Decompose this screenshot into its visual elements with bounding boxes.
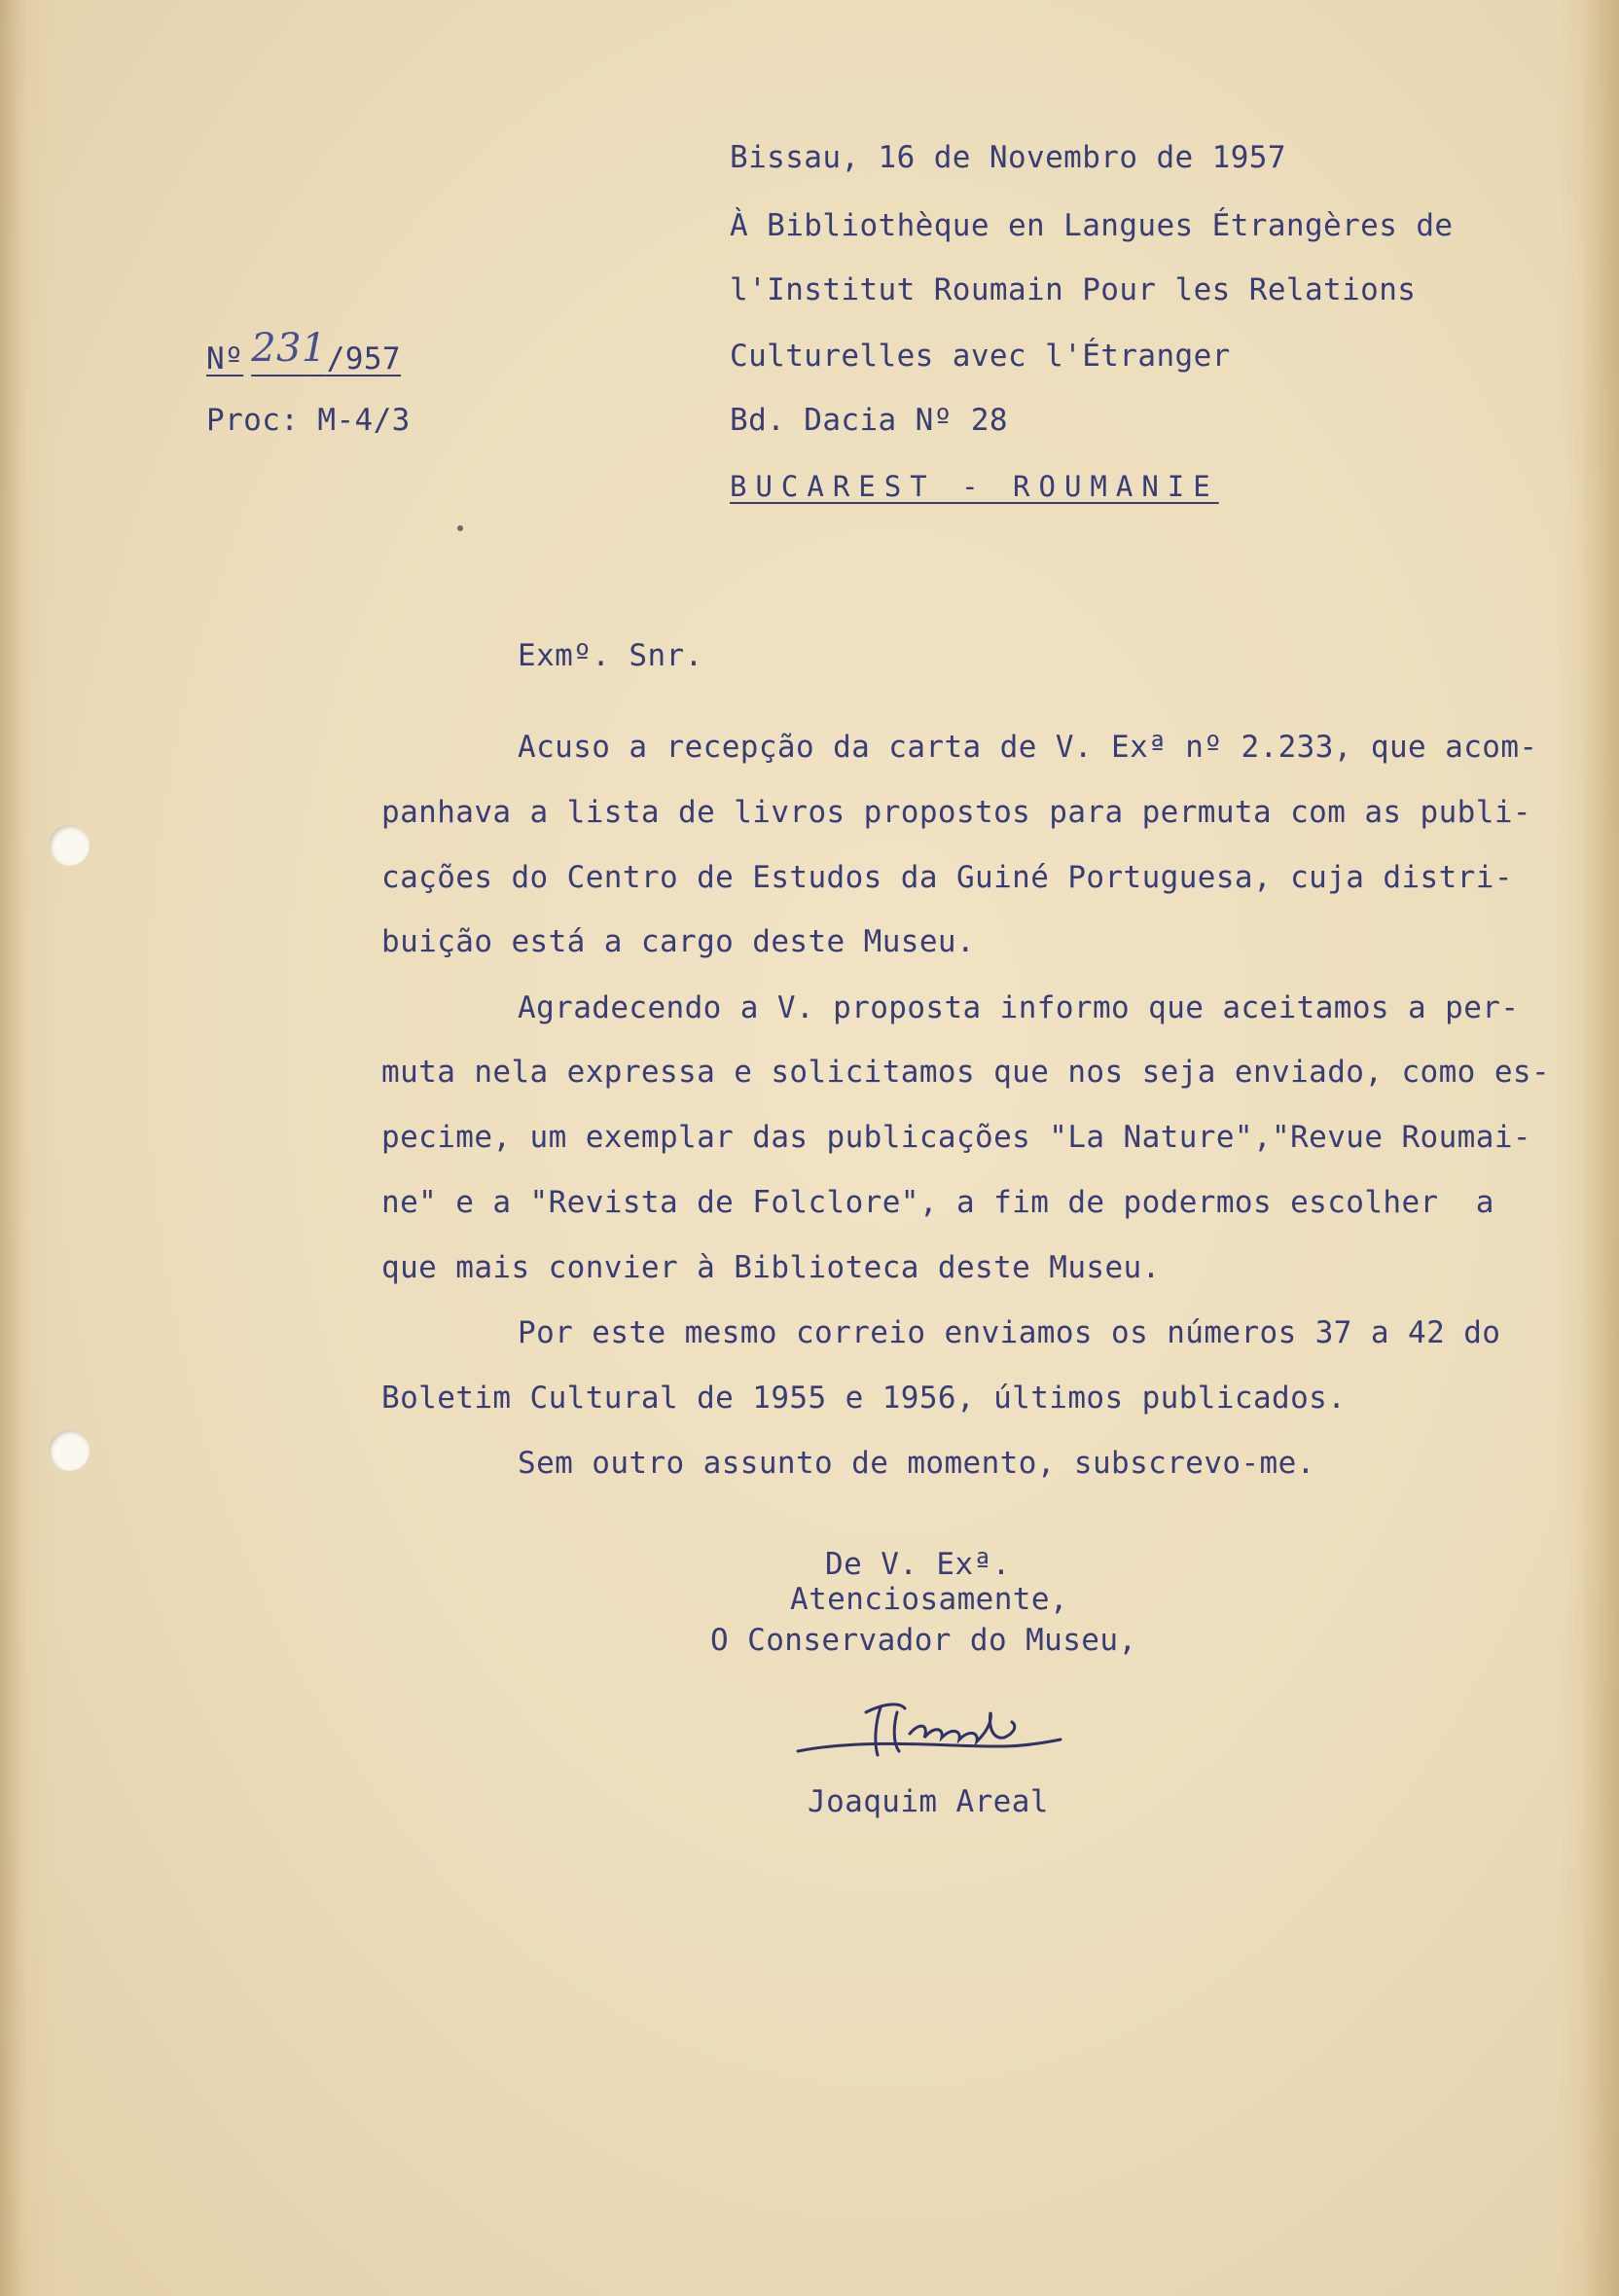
proc-reference: Proc: M-4/3 (206, 403, 411, 438)
closing-line-3: O Conservador do Museu, (710, 1623, 1137, 1658)
body-line-4: buição está a cargo deste Museu. (381, 924, 976, 959)
recipient-line-2: l'Institut Roumain Pour les Relations (730, 272, 1417, 307)
body-line-5: Agradecendo a V. proposta informo que aceitamos a per- (518, 990, 1520, 1025)
body-line-9: que mais convier à Biblioteca deste Museu. (381, 1250, 1161, 1285)
body-line-10: Por este mesmo correio enviamos os números 37 a 42 do (518, 1315, 1501, 1350)
reference-number (206, 326, 401, 378)
ink-dot (457, 525, 463, 531)
closing-line-1: De V. Exª. (825, 1547, 1011, 1582)
body-line-6: muta nela expressa e solicitamos que nos seja enviado, como es- (381, 1055, 1551, 1090)
body-line-3: cações do Centro de Estudos da Guiné Portuguesa, cuja distri- (381, 860, 1513, 895)
place-date: Bissau, 16 de Novembro de 1957 (730, 140, 1286, 175)
body-line-11: Boletim Cultural de 1955 e 1956, últimos publicados. (381, 1381, 1347, 1416)
reference-handwritten-number: 231 (251, 326, 327, 371)
reference-suffix: /957 (326, 341, 401, 377)
body-line-8: ne" e a "Revista de Folclore", a fim de podermos escolher a (381, 1185, 1494, 1220)
closing-line-2: Atenciosamente, (790, 1582, 1068, 1617)
body-line-2: panhava a lista de livros propostos para permuta com as publi- (381, 795, 1531, 830)
body-line-7: pecime, um exemplar das publicações "La Nature","Revue Roumai- (381, 1120, 1531, 1155)
signer-name: Joaquim Areal (808, 1784, 1049, 1819)
salutation: Exmº. Snr. (518, 638, 703, 673)
body-line-12: Sem outro assunto de momento, subscrevo-me. (518, 1446, 1315, 1481)
reference-prefix: Nº (206, 341, 244, 377)
city-country: BUCAREST - ROUMANIE (730, 470, 1219, 503)
recipient-line-3: Culturelles avec l'Étranger (730, 339, 1231, 374)
handwritten-signature (788, 1673, 1080, 1790)
recipient-line-4: Bd. Dacia Nº 28 (730, 403, 1008, 438)
body-line-1: Acuso a recepção da carta de V. Exª nº 2.233, que acom- (518, 730, 1538, 765)
recipient-line-1: À Bibliothèque en Langues Étrangères de (730, 208, 1454, 243)
punch-hole-top (49, 825, 90, 866)
punch-hole-bottom (49, 1430, 90, 1471)
